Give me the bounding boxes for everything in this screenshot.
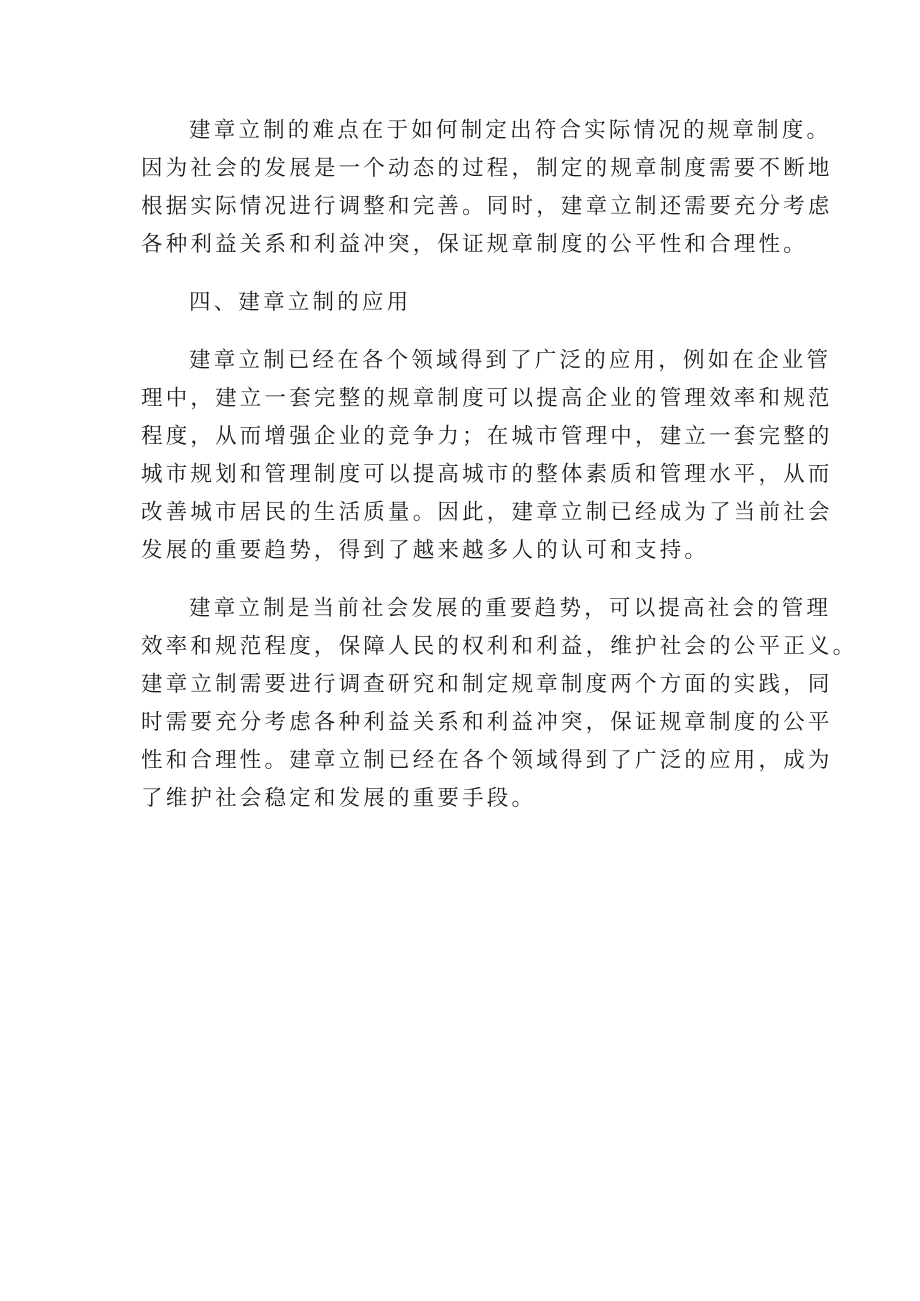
paragraph-line: 建章立制的难点在于如何制定出符合实际情况的规章制度。 [189, 118, 832, 143]
section-heading-application [141, 284, 801, 322]
paragraph-line: 程度，从而增强企业的竞争力；在城市管理中，建立一套完整的 [141, 424, 833, 449]
paragraph-application [141, 342, 833, 570]
document-body [141, 112, 858, 838]
paragraph-line: 了维护社会稳定和发展的重要手段。 [141, 786, 537, 811]
paragraph-line: 时需要充分考虑各种利益关系和利益冲突，保证规章制度的公平 [141, 710, 833, 735]
paragraph-line: 理中，建立一套完整的规章制度可以提高企业的管理效率和规范 [141, 386, 833, 411]
paragraph-line: 建章立制已经在各个领域得到了广泛的应用，例如在企业管 [189, 348, 832, 373]
paragraph-difficulty [141, 112, 833, 264]
section-heading-text: 四、建章立制的应用 [189, 290, 412, 315]
paragraph-line: 因为社会的发展是一个动态的过程，制定的规章制度需要不断地 [141, 156, 833, 181]
paragraph-line: 建章立制是当前社会发展的重要趋势，可以提高社会的管理 [189, 596, 832, 621]
paragraph-line: 性和合理性。建章立制已经在各个领域得到了广泛的应用，成为 [141, 748, 833, 773]
paragraph-line: 各种利益关系和利益冲突，保证规章制度的公平性和合理性。 [141, 232, 808, 257]
paragraph-line: 城市规划和管理制度可以提高城市的整体素质和管理水平，从而 [141, 462, 833, 487]
paragraph-line: 建章立制需要进行调查研究和制定规章制度两个方面的实践，同 [141, 672, 833, 697]
paragraph-summary [141, 590, 858, 818]
paragraph-line: 效率和规范程度，保障人民的权利和利益，维护社会的公平正义。 [141, 634, 858, 659]
paragraph-line: 发展的重要趋势，得到了越来越多人的认可和支持。 [141, 538, 710, 563]
paragraph-line: 根据实际情况进行调整和完善。同时，建章立制还需要充分考虑 [141, 194, 833, 219]
paragraph-line: 改善城市居民的生活质量。因此，建章立制已经成为了当前社会 [141, 500, 833, 525]
